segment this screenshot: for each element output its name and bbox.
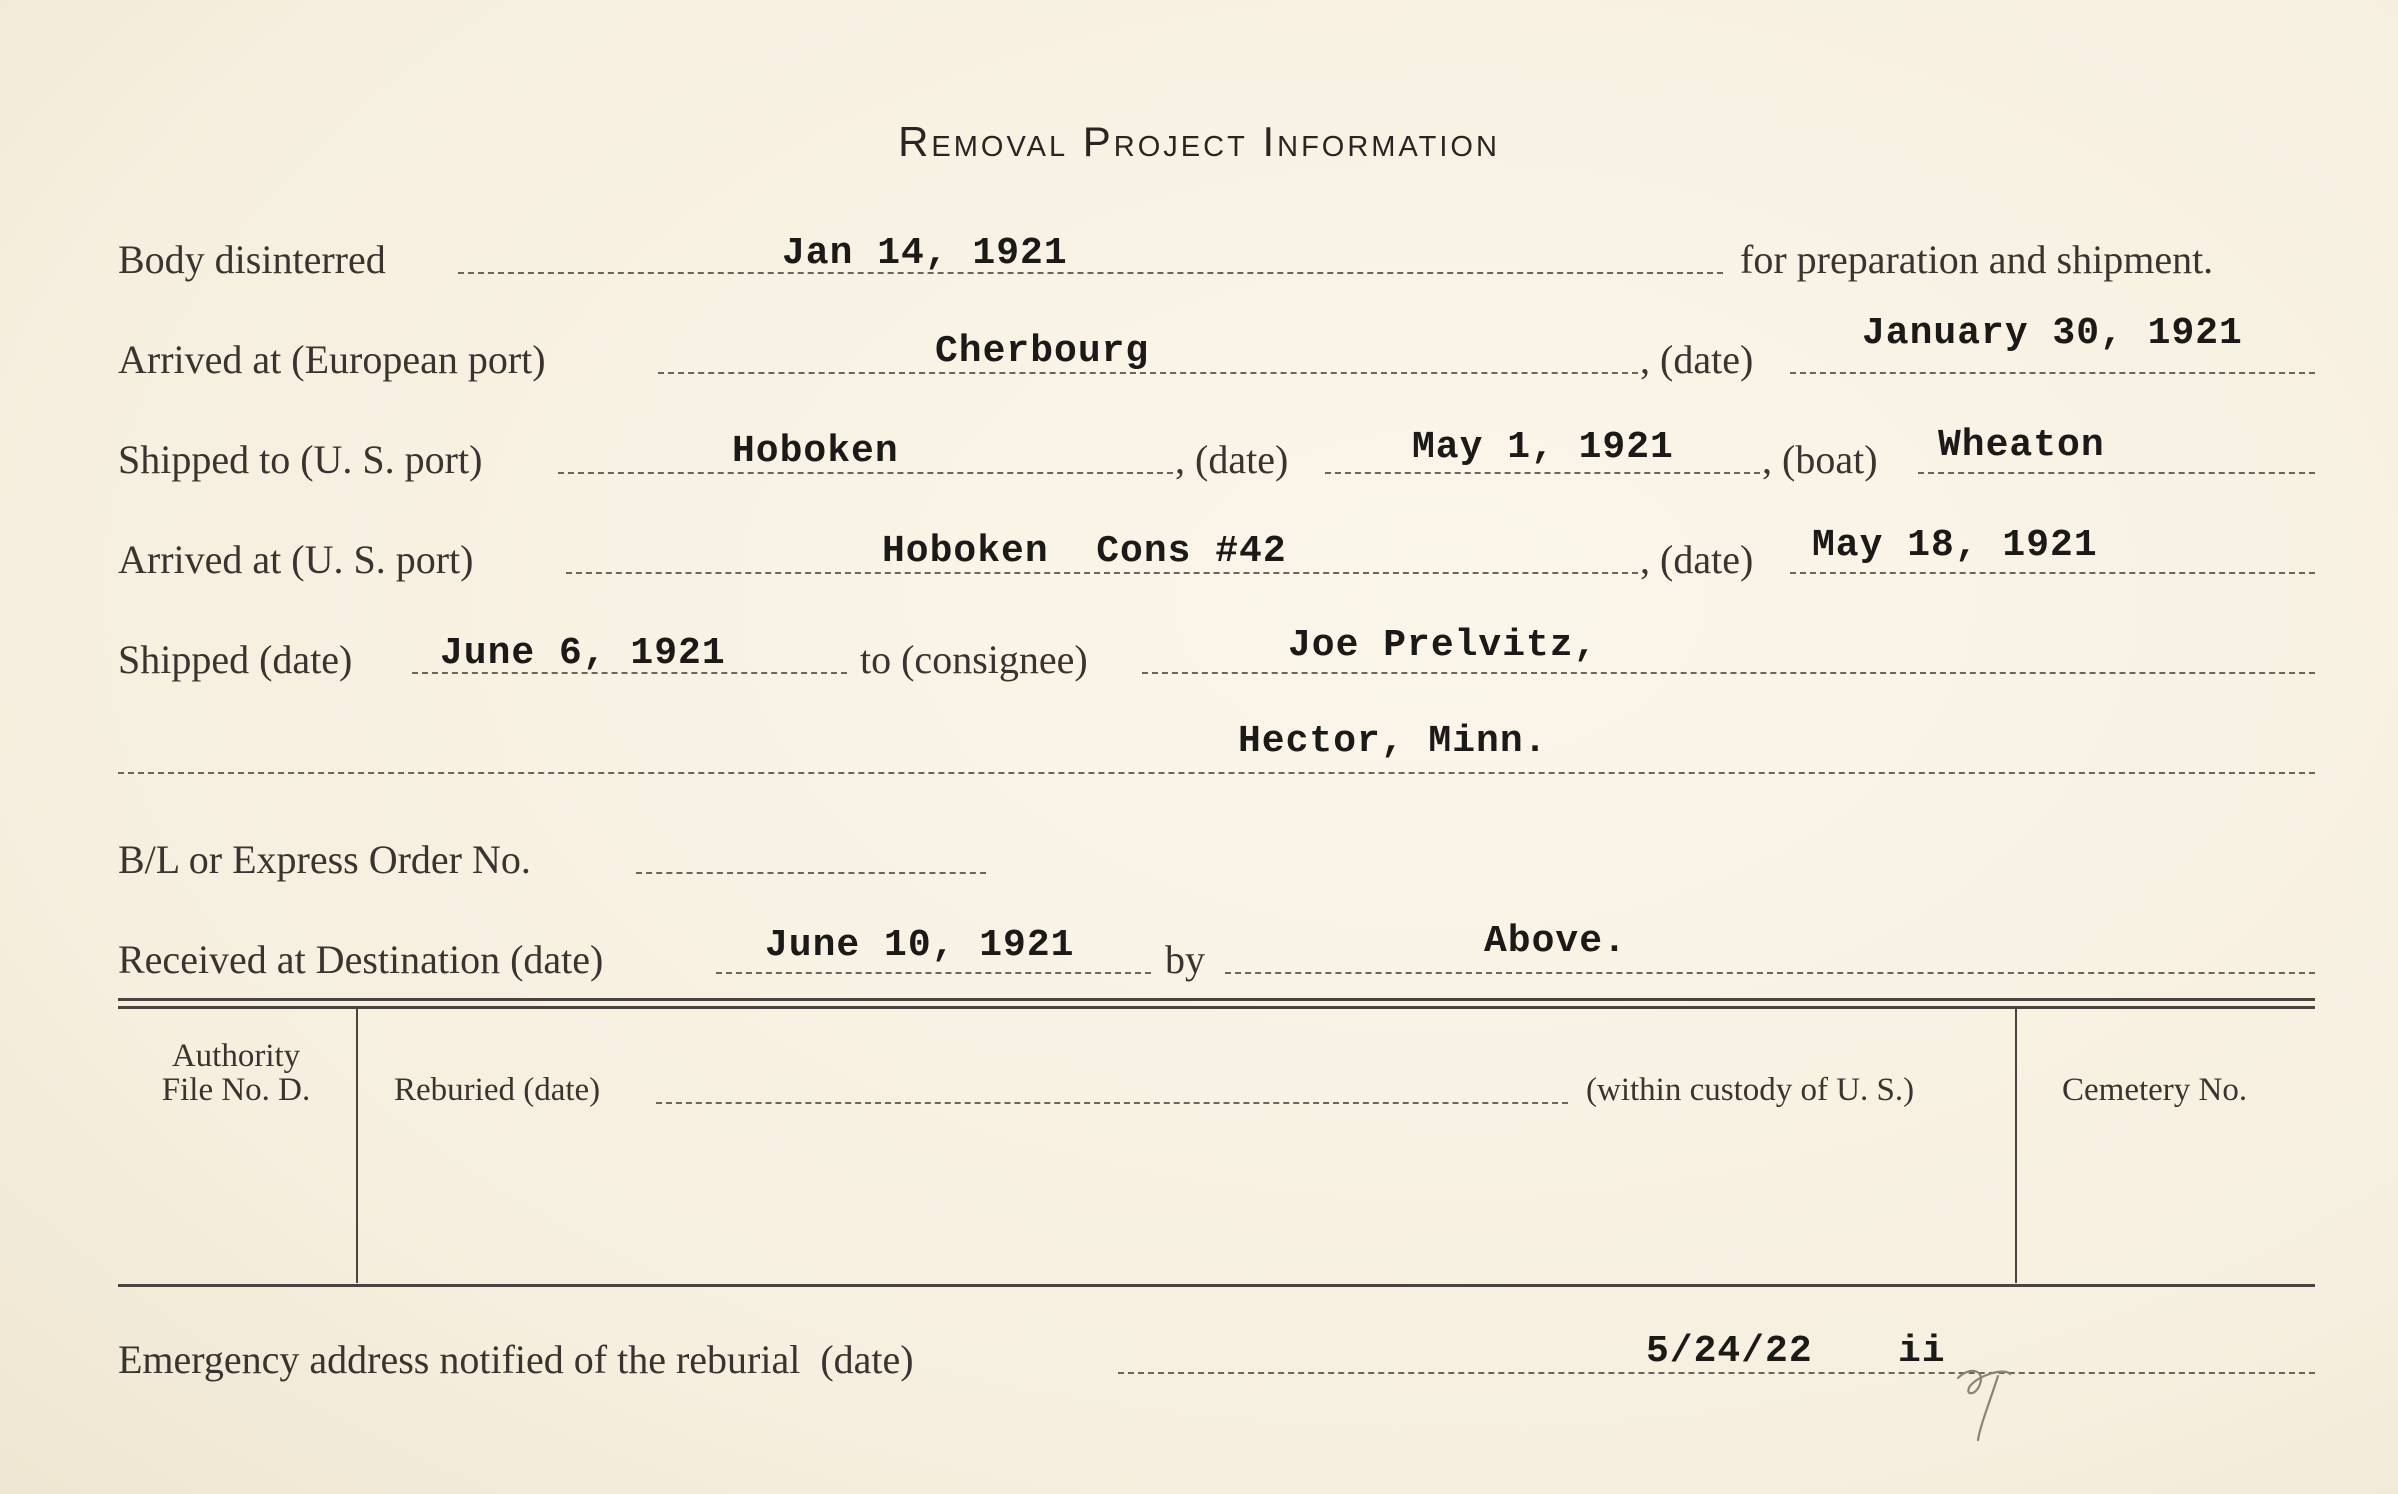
bl-order-line [636,872,986,874]
disinterred-label: Body disinterred [118,237,386,282]
authority-label-2: File No. D. [161,1072,311,1108]
us-ship-date-value: May 1, 1921 [1412,426,1674,469]
table-divider-left [356,1008,358,1283]
custody-label: (within custody of U. S.) [1586,1072,1915,1108]
card-title: Removal Project Information [898,118,1500,165]
pencil-mark-icon [1950,1356,2030,1446]
disinterred-suffix: for preparation and shipment. [1740,237,2214,282]
europe-date-label: , (date) [1640,337,1754,382]
received-value: June 10, 1921 [765,924,1075,967]
consignee-line [1142,672,2315,674]
europe-date-value: January 30, 1921 [1862,312,2243,355]
europe-port-value: Cherbourg [935,330,1150,373]
by-label: by [1165,937,1205,982]
consignee-line-2 [118,772,2315,774]
us-arrive-port-value: Hoboken Cons #42 [882,530,1287,573]
received-line [716,972,1151,974]
disinterred-line [458,272,1723,274]
us-arrive-date-value: May 18, 1921 [1812,524,2098,567]
shipped-date-label: Shipped (date) [118,637,353,682]
consignee-line2: Hector, Minn. [1238,720,1548,763]
disinterred-value: Jan 14, 1921 [782,232,1068,275]
boat-label: , (boat) [1762,437,1878,482]
us-ship-port-label: Shipped to (U. S. port) [118,437,483,482]
emergency-label: Emergency address notified of the reburial (date) [118,1337,914,1382]
shipped-date-value: June 6, 1921 [440,632,726,675]
reburied-label: Reburied (date) [394,1072,601,1108]
cemetery-label: Cemetery No. [2062,1072,2248,1108]
by-line [1225,972,2315,974]
boat-value: Wheaton [1938,424,2105,467]
reburied-line [656,1102,1568,1104]
us-arrive-port-label: Arrived at (U. S. port) [118,537,474,582]
table-top-rule-2 [118,1006,2315,1009]
us-ship-date-label: , (date) [1175,437,1289,482]
bl-order-label: B/L or Express Order No. [118,837,531,882]
emergency-code-value: ii [1898,1330,1946,1373]
authority-label-1: Authority [171,1038,301,1074]
us-ship-port-value: Hoboken [732,430,899,473]
emergency-date-value: 5/24/22 [1646,1330,1813,1373]
table-divider-right [2015,1008,2017,1283]
table-bottom-rule [118,1284,2315,1287]
europe-port-label: Arrived at (European port) [118,337,546,382]
us-ship-date-line [1325,472,1760,474]
consignee-label: to (consignee) [860,637,1088,682]
table-top-rule [118,998,2315,1001]
received-label: Received at Destination (date) [118,937,604,982]
boat-line [1918,472,2315,474]
consignee-line1: Joe Prelvitz, [1288,624,1598,667]
by-value: Above. [1484,920,1627,963]
us-arrive-date-line [1790,572,2315,574]
europe-date-line [1790,372,2315,374]
us-arrive-date-label: , (date) [1640,537,1754,582]
